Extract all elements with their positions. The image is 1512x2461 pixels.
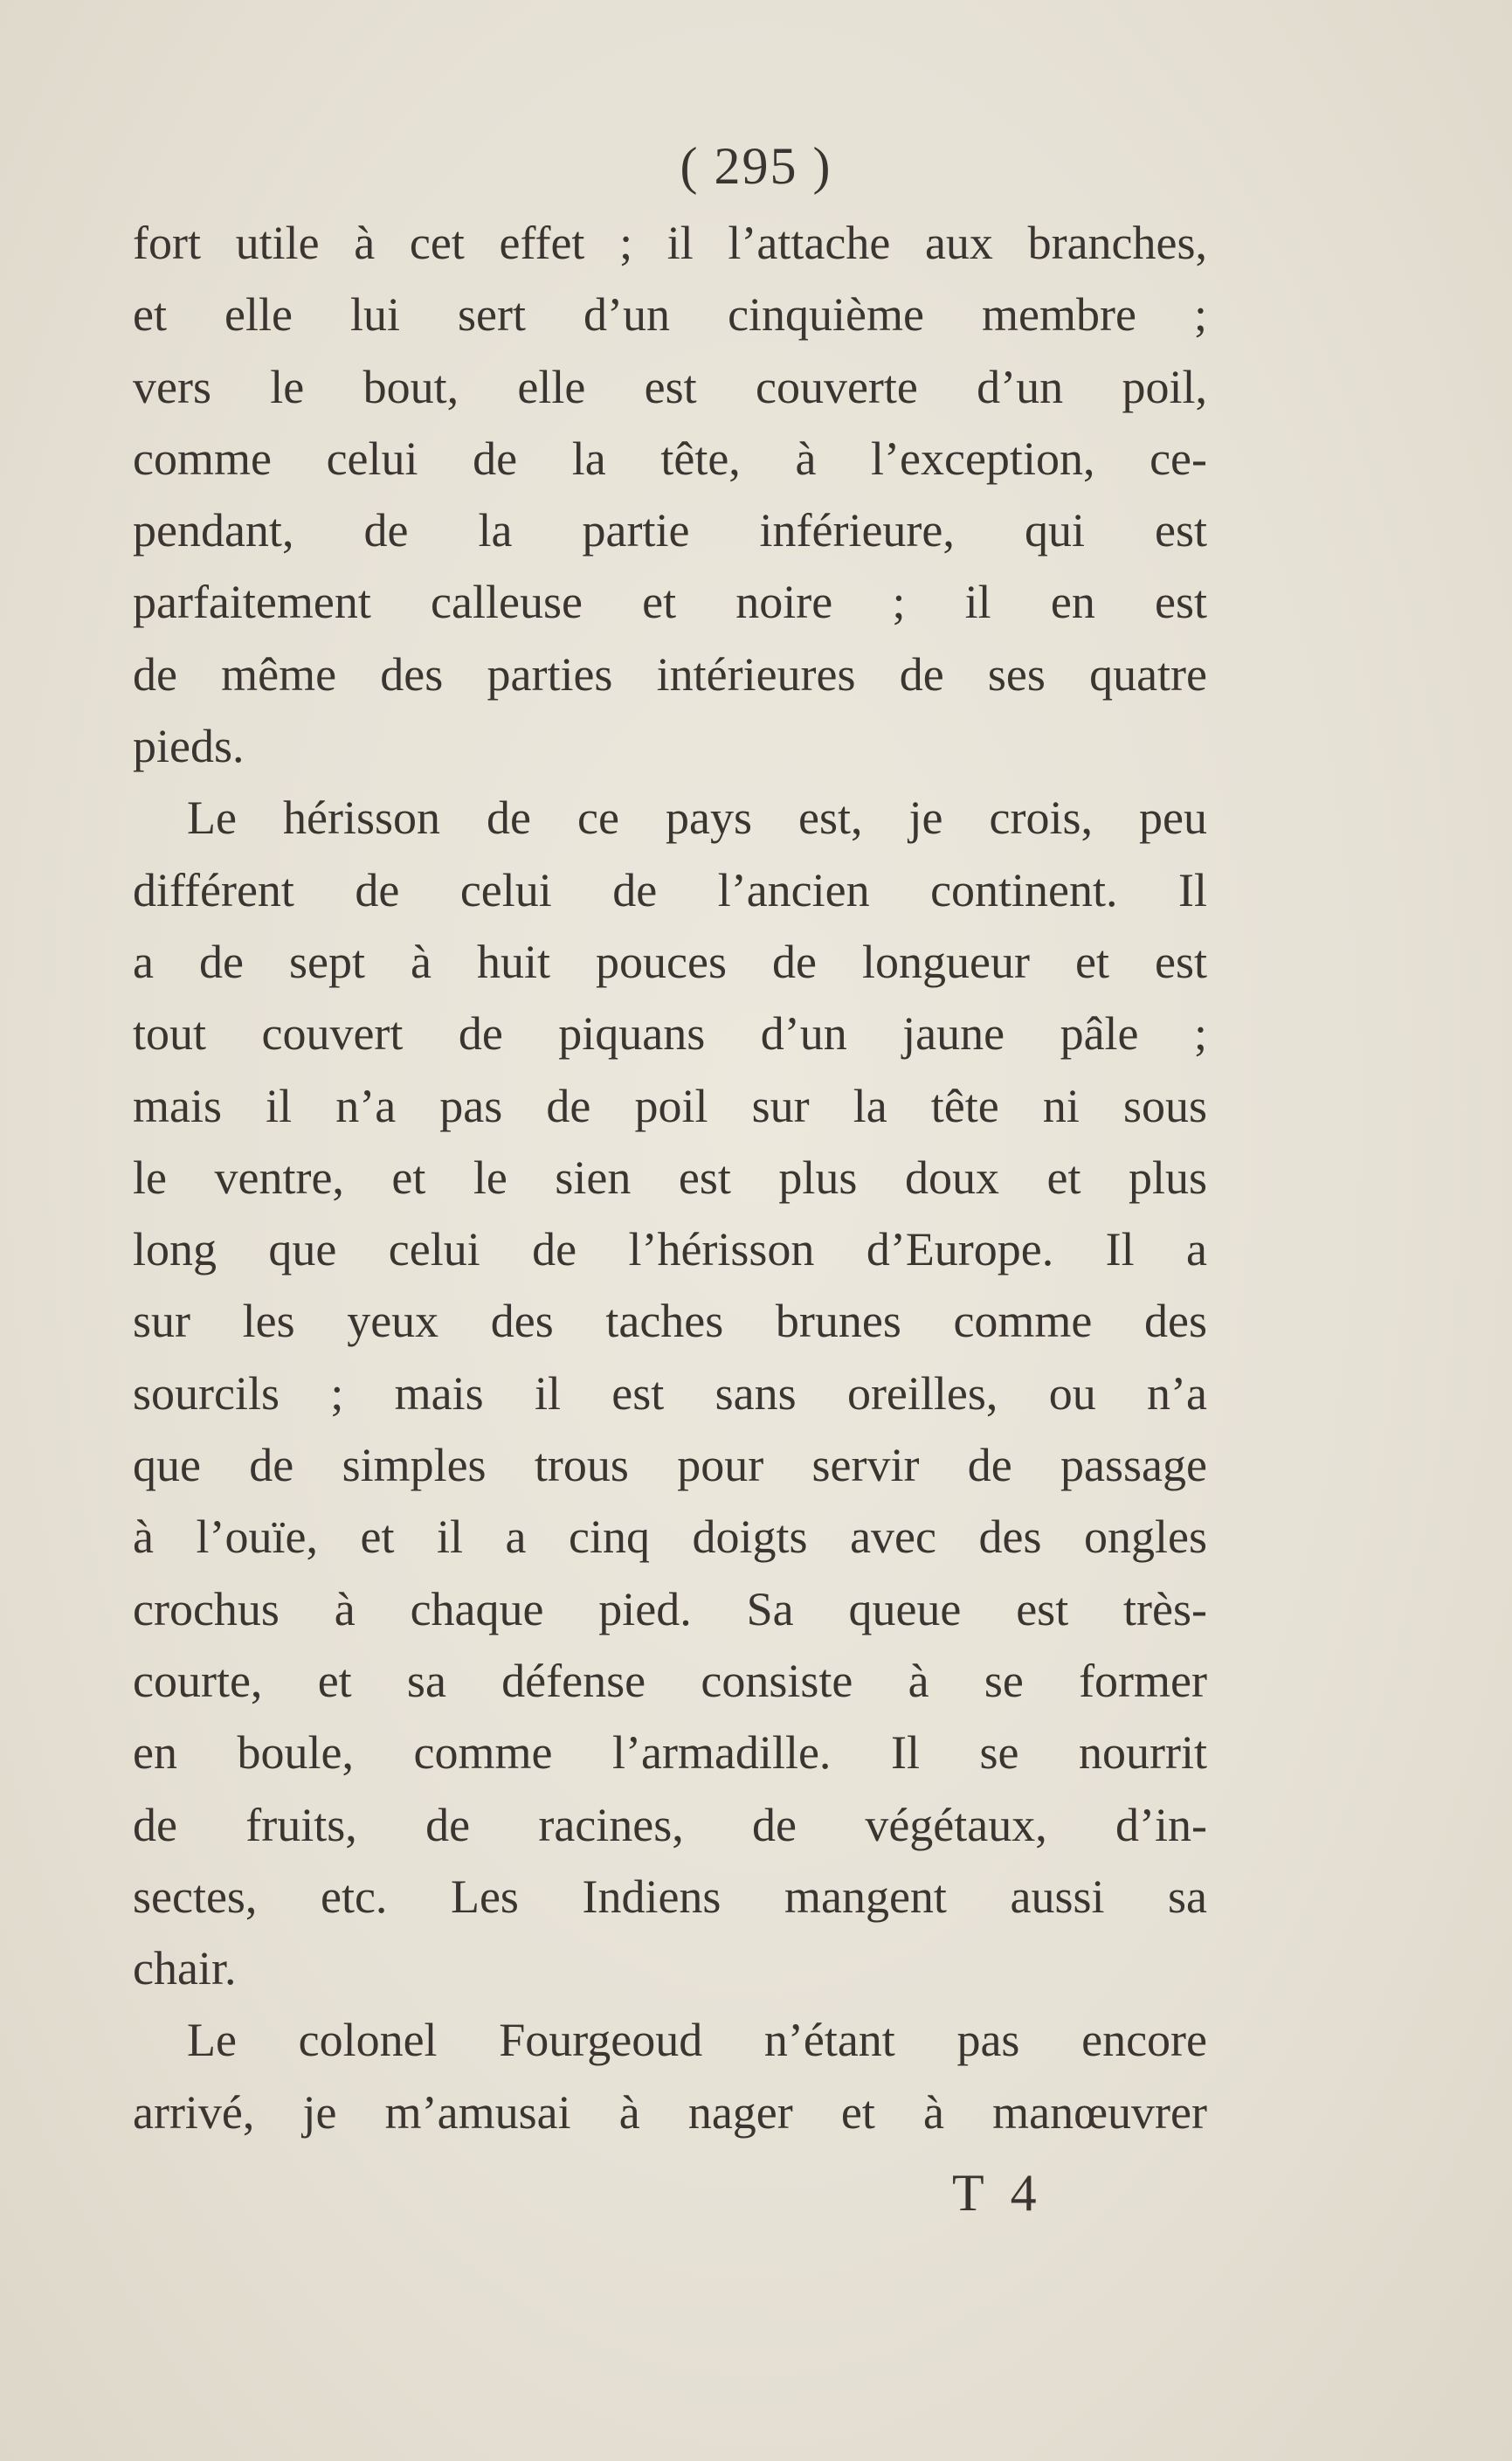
body-text: [133, 207, 1207, 2148]
text-line: Le colonel Fourgeoud n’étant pas encore: [187, 2014, 1207, 2067]
text-line: le ventre, et le sien est plus doux et plus: [133, 1151, 1207, 1204]
text-line: a de sept à huit pouces de longueur et est: [133, 935, 1207, 988]
text-line: Le hérisson de ce pays est, je crois, peu: [187, 792, 1207, 845]
text-line: de fruits, de racines, de végétaux, d’in-: [133, 1798, 1207, 1851]
text-line: parfaitement calleuse et noire ; il en est: [133, 576, 1207, 629]
text-line: sur les yeux des taches brunes comme des: [133, 1295, 1207, 1348]
signature-mark: T 4: [952, 2164, 1044, 2222]
text-line: fort utile à cet effet ; il l’attache aux branches,: [133, 217, 1207, 269]
text-line: sourcils ; mais il est sans oreilles, ou n’a: [133, 1366, 1207, 1420]
text-line: chair.: [133, 1942, 237, 1995]
text-line: tout couvert de piquans d’un jaune pâle ;: [133, 1007, 1207, 1061]
text-line: pendant, de la partie inférieure, qui est: [133, 504, 1207, 557]
text-line: sectes, etc. Les Indiens mangent aussi sa: [133, 1870, 1207, 1923]
text-line: crochus à chaque pied. Sa queue est très-: [133, 1582, 1207, 1635]
text-line: mais il n’a pas de poil sur la tête ni sous: [133, 1079, 1207, 1132]
text-line: et elle lui sert d’un cinquième membre ;: [133, 288, 1207, 342]
page-number: ( 295 ): [680, 137, 832, 195]
text-line: vers le bout, elle est couverte d’un poil,: [133, 360, 1207, 413]
text-line: de même des parties intérieures de ses quatre: [133, 647, 1207, 701]
text-line: arrivé, je m’amusai à nager et à manœuvrer: [133, 2085, 1207, 2139]
text-line: pieds.: [133, 720, 245, 773]
text-line: que de simples trous pour servir de passage: [133, 1439, 1207, 1492]
text-line: en boule, comme l’armadille. Il se nourrit: [133, 1726, 1207, 1780]
text-line: différent de celui de l’ancien continent. Il: [133, 863, 1207, 916]
text-line: long que celui de l’hérisson d’Europe. Il a: [133, 1223, 1207, 1276]
text-line: courte, et sa défense consiste à se former: [133, 1654, 1207, 1707]
text-line: comme celui de la tête, à l’exception, ce-: [133, 432, 1207, 485]
text-line: à l’ouïe, et il a cinq doigts avec des ongles: [133, 1510, 1207, 1564]
